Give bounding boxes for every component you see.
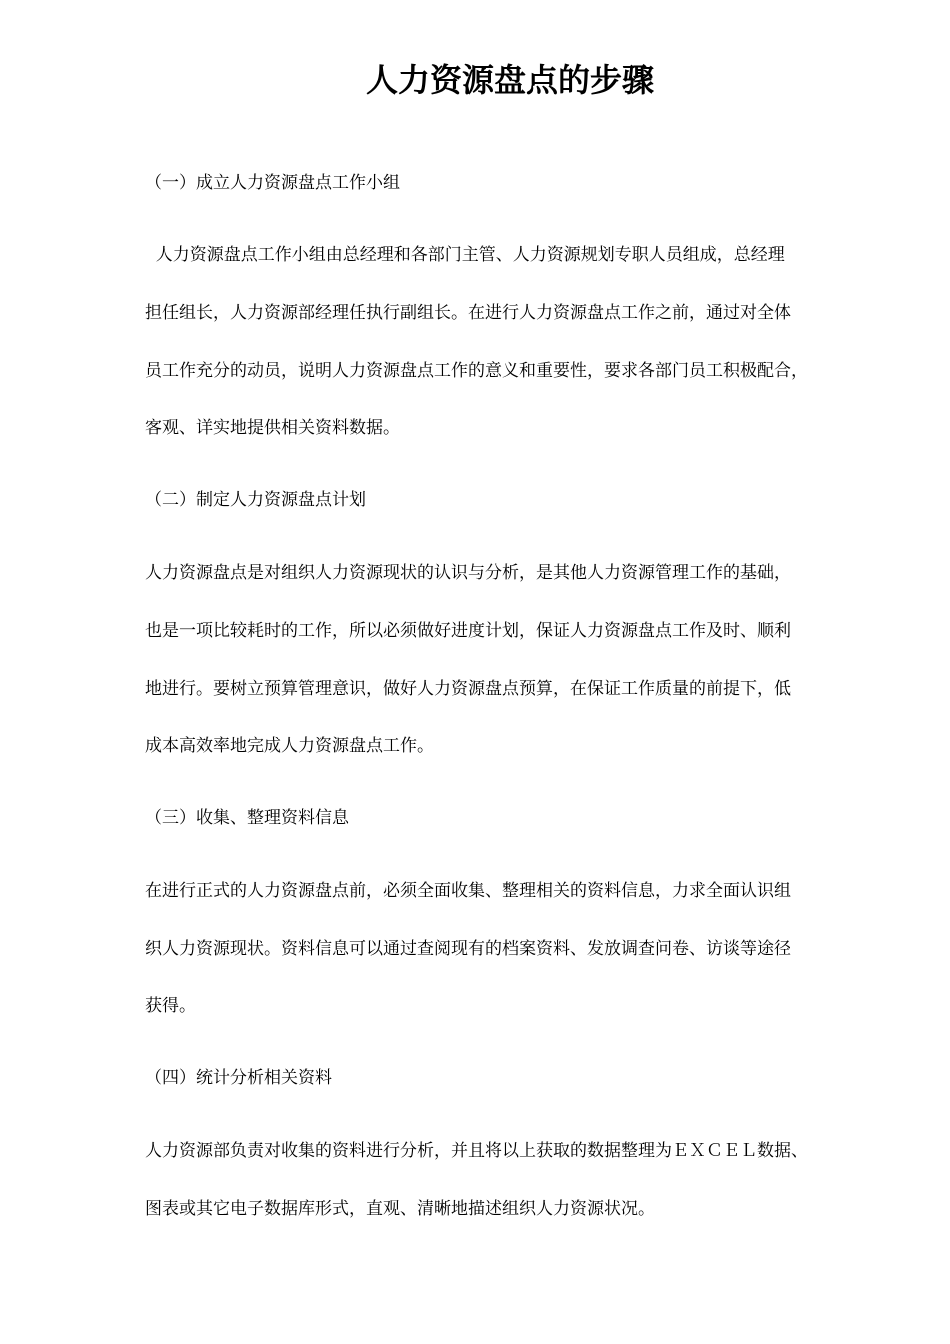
section-2-heading: （二）制定人力资源盘点计划 [145,490,366,510]
section-4-line-2: 图表或其它电子数据库形式，直观、清晰地描述组织人力资源状况。 [145,1199,655,1219]
section-2-line-1: 人力资源盘点是对组织人力资源现状的认识与分析，是其他人力资源管理工作的基础， [145,563,791,583]
page-title: 人力资源盘点的步骤 [365,61,654,99]
section-3-heading: （三）收集、整理资料信息 [145,808,349,828]
section-2-line-4: 成本高效率地完成人力资源盘点工作。 [145,736,434,756]
section-1-line-1: 人力资源盘点工作小组由总经理和各部门主管、人力资源规划专职人员组成，总经理 [145,245,785,265]
section-1-line-4: 客观、详实地提供相关资料数据。 [145,418,400,438]
section-1-line-3: 员工作充分的动员，说明人力资源盘点工作的意义和重要性，要求各部门员工积极配合， [145,361,808,381]
section-2-line-3: 地进行。要树立预算管理意识，做好人力资源盘点预算，在保证工作质量的前提下，低 [145,679,791,699]
section-4-line-1: 人力资源部负责对收集的资料进行分析，并且将以上获取的数据整理为ＥＸＣＥＬ数据、 [145,1141,808,1161]
section-3-line-3: 获得。 [145,996,196,1016]
section-2-line-2: 也是一项比较耗时的工作，所以必须做好进度计划，保证人力资源盘点工作及时、顺利 [145,621,791,641]
section-1-line-2: 担任组长，人力资源部经理任执行副组长。在进行人力资源盘点工作之前，通过对全体 [145,303,791,323]
section-1-heading: （一）成立人力资源盘点工作小组 [145,173,400,193]
section-3-line-1: 在进行正式的人力资源盘点前，必须全面收集、整理相关的资料信息，力求全面认识组 [145,881,791,901]
section-3-line-2: 织人力资源现状。资料信息可以通过查阅现有的档案资料、发放调查问卷、访谈等途径 [145,939,791,959]
section-4-heading: （四）统计分析相关资料 [145,1068,332,1088]
